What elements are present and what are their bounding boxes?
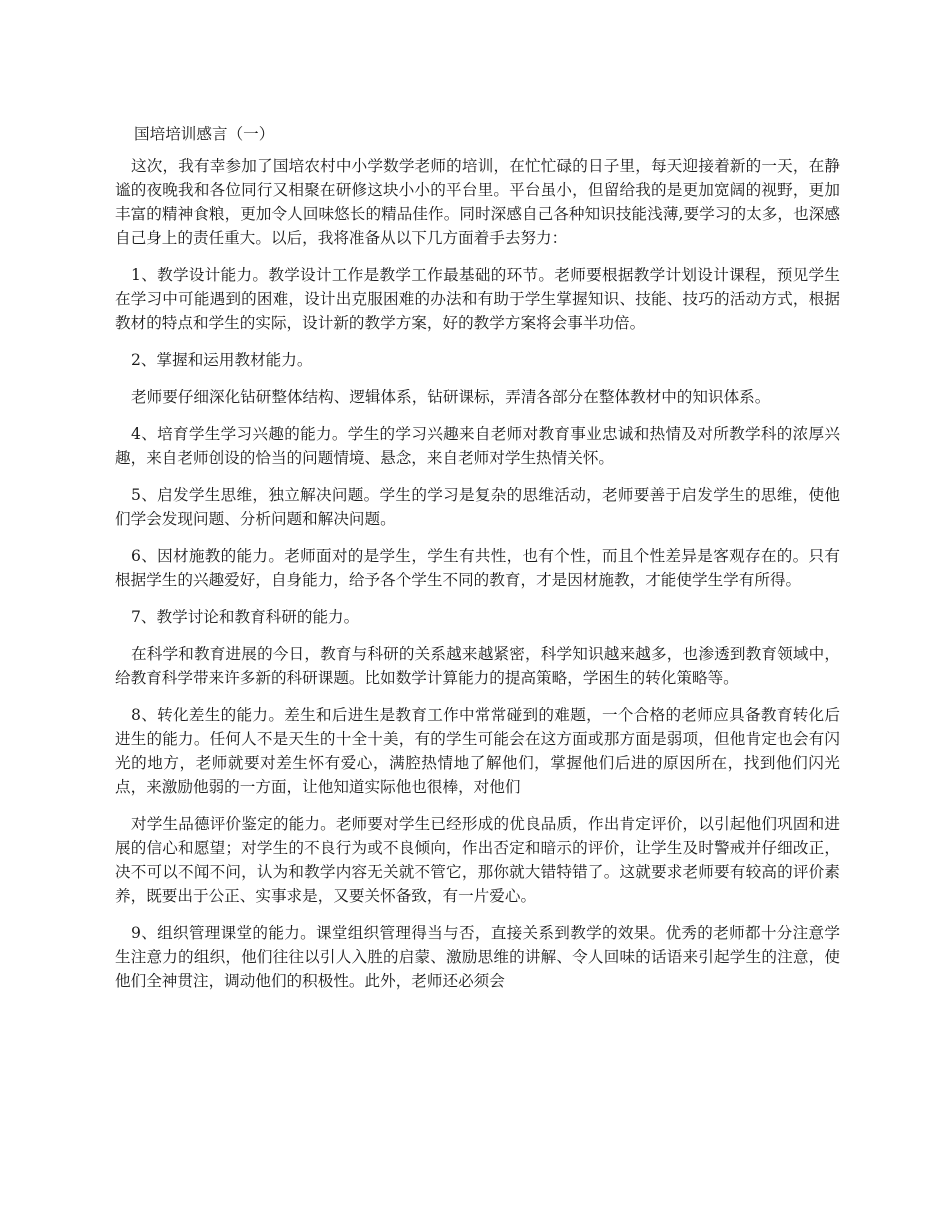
paragraph-research-heading: 7、教学讨论和教育科研的能力。	[131, 608, 360, 626]
document-title: 国培培训感言（一）	[134, 125, 275, 143]
paragraph-thinking: 5、启发学生思维，独立解决问题。学生的学习是复杂的思维活动，老师要善于启发学生的思维，使他们学会发现问题、分析问题和解决问题。	[115, 486, 840, 528]
paragraph-textbook-heading: 2、掌握和运用教材能力。	[131, 351, 313, 369]
document-page	[115, 122, 840, 1006]
paragraph-teaching-design: 1、教学设计能力。教学设计工作是教学工作最基础的环节。老师要根据教学计划设计课程，预见学生在学习中可能遇到的困难，设计出克服困难的办法和有助于学生掌握知识、技能、技巧的活动方式，根据教材的特点和学生的实际，设计新的教学方案，好的教学方案将会事半功倍。	[115, 266, 840, 332]
paragraph-evaluation: 对学生品德评价鉴定的能力。老师要对学生已经形成的优良品质，作出肯定评价，以引起他们巩固和进展的信心和愿望；对学生的不良行为或不良倾向，作出否定和暗示的评价，让学生及时警戒并仔细改正，决不可以不闻不问，认为和教学内容无关就不管它，那你就大错特错了。这就要求老师要有较高的评价素养，既要出于公正、实事求是，又要关怀备致，有一片爱心。	[115, 815, 840, 905]
paragraph-classroom: 9、组织管理课堂的能力。课堂组织管理得当与否，直接关系到教学的效果。优秀的老师都十分注意学生注意力的组织，他们往往以引人入胜的启蒙、激励思维的讲解、令人回味的话语来引起学生的注意，使他们全神贯注，调动他们的积极性。此外，老师还必须会	[115, 924, 840, 990]
paragraph-individualized: 6、因材施教的能力。老师面对的是学生，学生有共性，也有个性，而且个性差异是客观存在的。只有根据学生的兴趣爱好，自身能力，给予各个学生不同的教育，才是因材施教，才能使学生学有所得。	[115, 547, 840, 589]
paragraph-intro: 这次，我有幸参加了国培农村中小学数学老师的培训，在忙忙碌的日子里，每天迎接着新的一天，在静谧的夜晚我和各位同行又相聚在研修这块小小的平台里。平台虽小，但留给我的是更加宽阔的视野，更加丰富的精神食粮，更加令人回味悠长的精品佳作。同时深感自己各种知识技能浅薄,要学习的太多，也深感自己身上的责任重大。以后，我将准备从以下几方面着手去努力：	[115, 157, 840, 247]
paragraph-interest: 4、培育学生学习兴趣的能力。学生的学习兴趣来自老师对教育事业忠诚和热情及对所教学科的浓厚兴趣，来自老师创设的恰当的问题情境、悬念，来自老师对学生热情关怀。	[115, 425, 840, 467]
paragraph-underachievers: 8、转化差生的能力。差生和后进生是教育工作中常常碰到的难题，一个合格的老师应具备教育转化后进生的能力。任何人不是天生的十全十美，有的学生可能会在这方面或那方面是弱项，但他肯定也会有闪光的地方，老师就要对差生怀有爱心，满腔热情地了解他们，掌握他们后进的原因所在，找到他们闪光点，来激励他弱的一方面，让他知道实际他也很棒，对他们	[115, 706, 840, 796]
paragraph-research-body: 在科学和教育进展的今日，教育与科研的关系越来越紧密，科学知识越来越多，也渗透到教育领域中，给教育科学带来许多新的科研课题。比如数学计算能力的提高策略，学困生的转化策略等。	[115, 645, 840, 687]
paragraph-textbook-body: 老师要仔细深化钻研整体结构、逻辑体系，钻研课标，弄清各部分在整体教材中的知识体系。	[131, 388, 771, 406]
